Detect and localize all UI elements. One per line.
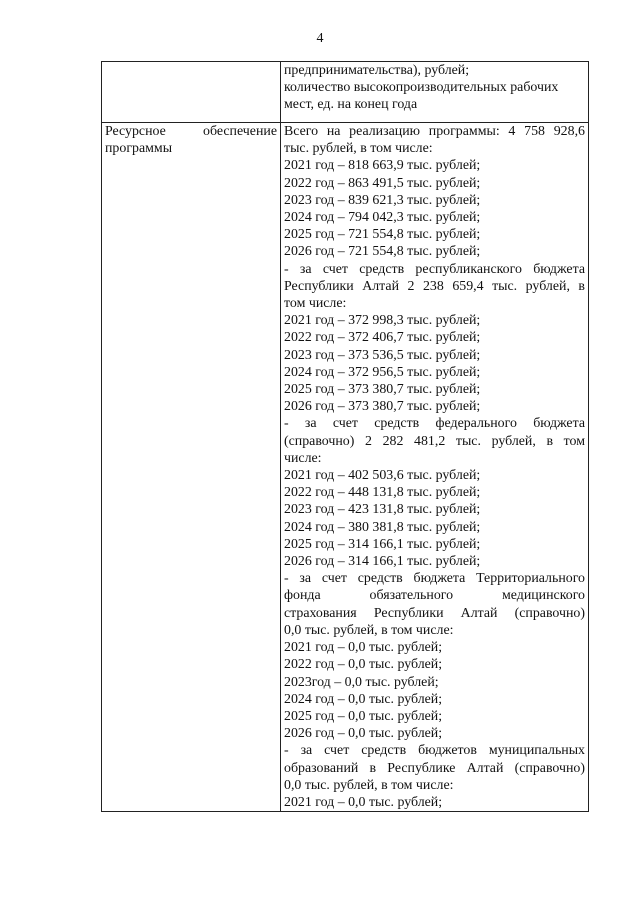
page-number: 4 — [316, 31, 324, 46]
funding-line: 2021 год – 0,0 тыс. рублей; — [284, 640, 443, 656]
funding-line: - за счет средств бюджетов муниципальных — [284, 743, 585, 759]
funding-line: 2022 год – 0,0 тыс. рублей; — [284, 657, 443, 673]
funding-line: Республики Алтай 2 238 659,4 тыс. рублей, в — [284, 278, 585, 294]
text-line: количество высокопроизводительных рабочих — [284, 80, 559, 96]
funding-line: - за счет средств бюджета Территориального — [284, 571, 585, 587]
funding-line: том числе: — [284, 296, 347, 312]
table-row-resource-provision — [102, 123, 589, 812]
funding-line: 2024 год – 372 956,5 тыс. рублей; — [284, 364, 481, 380]
funding-line: 2025 год – 721 554,8 тыс. рублей; — [284, 227, 481, 243]
funding-line: фонда обязательного медицинского — [284, 588, 585, 604]
funding-line: страхования Республики Алтай (справочно) — [284, 605, 585, 621]
funding-line: 2026 год – 0,0 тыс. рублей; — [284, 726, 443, 742]
funding-line: - за счет средств федерального бюджета — [284, 416, 585, 432]
table-row-indicators — [102, 62, 589, 123]
funding-line: 2024 год – 794 042,3 тыс. рублей; — [284, 210, 481, 226]
cell-empty-label — [102, 62, 281, 123]
funding-line: 2026 год – 314 166,1 тыс. рублей; — [284, 554, 481, 570]
funding-line: 2022 год – 863 491,5 тыс. рублей; — [284, 175, 481, 191]
funding-line: 2021 год – 372 998,3 тыс. рублей; — [284, 313, 481, 329]
cell-funding-details — [281, 123, 589, 812]
funding-line: 0,0 тыс. рублей, в том числе: — [284, 622, 454, 638]
label-line: Ресурсное обеспечение — [105, 124, 277, 139]
program-passport-table — [101, 61, 589, 812]
funding-line: 2023 год – 839 621,3 тыс. рублей; — [284, 192, 481, 208]
text-line: мест, ед. на конец года — [284, 97, 418, 113]
text-line: предпринимательства), рублей; — [284, 63, 470, 78]
funding-line: Всего на реализацию программы: 4 758 928,6 — [284, 124, 585, 139]
funding-line: 2025 год – 314 166,1 тыс. рублей; — [284, 536, 481, 552]
funding-line: 2023год – 0,0 тыс. рублей; — [284, 674, 439, 690]
funding-line: 2021 год – 0,0 тыс. рублей; — [284, 794, 443, 810]
funding-line: 0,0 тыс. рублей, в том числе: — [284, 777, 454, 793]
funding-line: 2025 год – 373 380,7 тыс. рублей; — [284, 382, 481, 398]
funding-line: тыс. рублей, в том числе: — [284, 141, 433, 157]
funding-line: 2022 год – 448 131,8 тыс. рублей; — [284, 485, 481, 501]
funding-line: 2021 год – 402 503,6 тыс. рублей; — [284, 468, 481, 484]
funding-line: образований в Республике Алтай (справочно) — [284, 760, 585, 776]
funding-line: (справочно) 2 282 481,2 тыс. рублей, в том — [284, 433, 585, 449]
funding-line: 2024 год – 0,0 тыс. рублей; — [284, 691, 443, 707]
funding-line: 2023 год – 373 536,5 тыс. рублей; — [284, 347, 481, 363]
funding-line: 2023 год – 423 131,8 тыс. рублей; — [284, 502, 481, 518]
cell-resource-provision-label — [102, 123, 281, 812]
cell-indicators-text — [281, 62, 589, 123]
funding-line: 2022 год – 372 406,7 тыс. рублей; — [284, 330, 481, 346]
funding-line: числе: — [284, 450, 322, 466]
funding-line: 2026 год – 721 554,8 тыс. рублей; — [284, 244, 481, 260]
label-line: программы — [105, 141, 173, 157]
funding-line: - за счет средств республиканского бюджета — [284, 261, 585, 277]
funding-line: 2025 год – 0,0 тыс. рублей; — [284, 708, 443, 724]
funding-line: 2026 год – 373 380,7 тыс. рублей; — [284, 399, 481, 415]
funding-line: 2021 год – 818 663,9 тыс. рублей; — [284, 158, 481, 174]
funding-line: 2024 год – 380 381,8 тыс. рублей; — [284, 519, 481, 535]
